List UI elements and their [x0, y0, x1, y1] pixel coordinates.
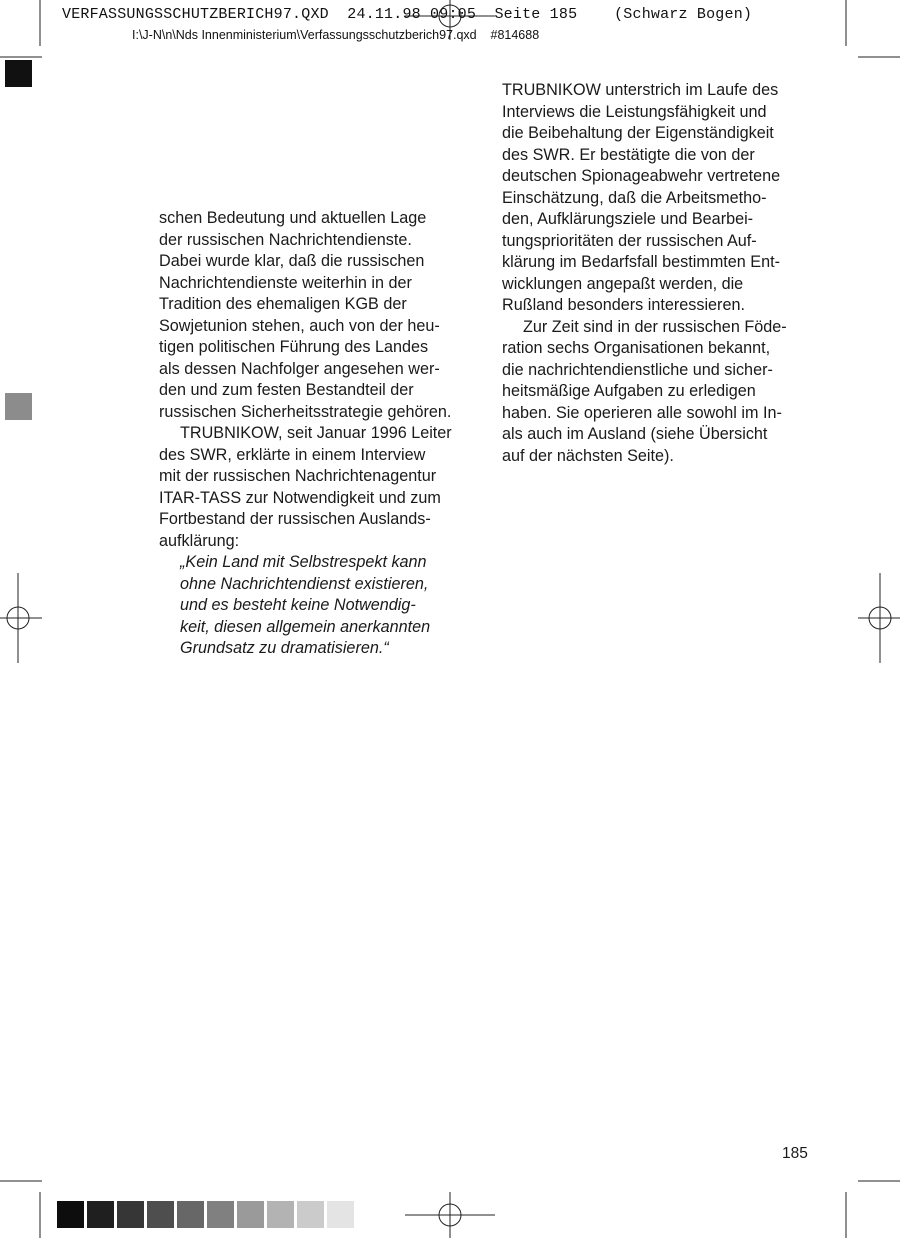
text-line: den, Aufklärungsziele und Bearbei-: [502, 210, 754, 228]
text-line: klärung im Bedarfsfall bestimmten Ent-: [502, 253, 780, 271]
text-line: tungsprioritäten der russischen Auf-: [502, 231, 757, 250]
text-line: Interviews die Leistungsfähigkeit und: [502, 102, 767, 121]
text-line: Einschätzung, daß die Arbeitsmetho-: [502, 188, 767, 207]
quote-line: Grundsatz zu dramatisieren.“: [180, 639, 389, 657]
text-line: aufklärung:: [159, 531, 240, 550]
text-line: tigen politischen Führung des Landes: [159, 338, 429, 356]
gray-swatch: [147, 1201, 174, 1228]
text-line: auf der nächsten Seite).: [502, 446, 674, 465]
text-line: des SWR. Er bestätigte die von der: [502, 145, 755, 164]
left-column: [159, 208, 452, 660]
gray-swatch: [117, 1201, 144, 1228]
gray-swatch: [237, 1201, 264, 1228]
gray-margin-marker: [5, 393, 32, 420]
slug-line: VERFASSUNGSSCHUTZBERICH97.QXD 24.11.98 09:05 Seite 185 (Schwarz Bogen): [62, 6, 753, 23]
gray-swatch: [57, 1201, 84, 1228]
right-column: [502, 80, 787, 467]
text-line: Dabei wurde klar, daß die russischen: [159, 252, 425, 270]
gray-swatch: [87, 1201, 114, 1228]
text-line: haben. Sie operieren alle sowohl im In-: [502, 403, 782, 422]
text-line: den und zum festen Bestandteil der: [159, 381, 414, 399]
text-line: der russischen Nachrichtendienste.: [159, 230, 412, 249]
text-line: Tradition des ehemaligen KGB der: [159, 295, 407, 313]
quote-line: ohne Nachrichtendienst existieren,: [180, 574, 429, 593]
text-line: heitsmäßige Aufgaben zu erledigen: [502, 382, 756, 400]
black-margin-marker: [5, 60, 32, 87]
text-line: die nachrichtendienstliche und sicher-: [502, 360, 773, 379]
gray-swatch: [297, 1201, 324, 1228]
quote-line: und es besteht keine Notwendig-: [180, 596, 416, 614]
text-line: Rußland besonders interessieren.: [502, 296, 745, 314]
quote-line: keit, diesen allgemein anerkannten: [180, 617, 431, 636]
gray-swatch: [207, 1201, 234, 1228]
page-number: 185: [782, 1145, 808, 1162]
text-line: als auch im Ausland (siehe Übersicht: [502, 425, 768, 443]
text-line: als dessen Nachfolger angesehen wer-: [159, 359, 440, 378]
text-line: Fortbestand der russischen Auslands-: [159, 510, 431, 528]
text-line: TRUBNIKOW unterstrich im Laufe des: [502, 81, 779, 99]
gray-swatch: [267, 1201, 294, 1228]
text-line: des SWR, erklärte in einem Interview: [159, 445, 426, 464]
file-path-line: I:\J-N\n\Nds Innenministerium\Verfassungsschutzberich97.qxd #814688: [132, 28, 540, 42]
text-line: Sowjetunion stehen, auch von der heu-: [159, 316, 440, 335]
text-line: wicklungen angepaßt werden, die: [502, 274, 744, 293]
text-line: Zur Zeit sind in der russischen Föde-: [523, 317, 787, 336]
text-line: russischen Sicherheitsstrategie gehören.: [159, 402, 452, 421]
text-line: die Beibehaltung der Eigenständigkeit: [502, 124, 774, 142]
text-line: mit der russischen Nachrichtenagentur: [159, 467, 437, 485]
text-line: Nachrichtendienste weiterhin in der: [159, 273, 412, 292]
text-line: deutschen Spionageabwehr vertretene: [502, 167, 781, 185]
text-line: ITAR-TASS zur Notwendigkeit und zum: [159, 488, 441, 507]
text-line: TRUBNIKOW, seit Januar 1996 Leiter: [180, 424, 452, 442]
quote-line: „Kein Land mit Selbstrespekt kann: [180, 553, 427, 571]
text-line: ration sechs Organisationen bekannt,: [502, 339, 771, 357]
gray-swatch: [177, 1201, 204, 1228]
gray-swatch: [327, 1201, 354, 1228]
text-line: schen Bedeutung und aktuellen Lage: [159, 209, 427, 227]
